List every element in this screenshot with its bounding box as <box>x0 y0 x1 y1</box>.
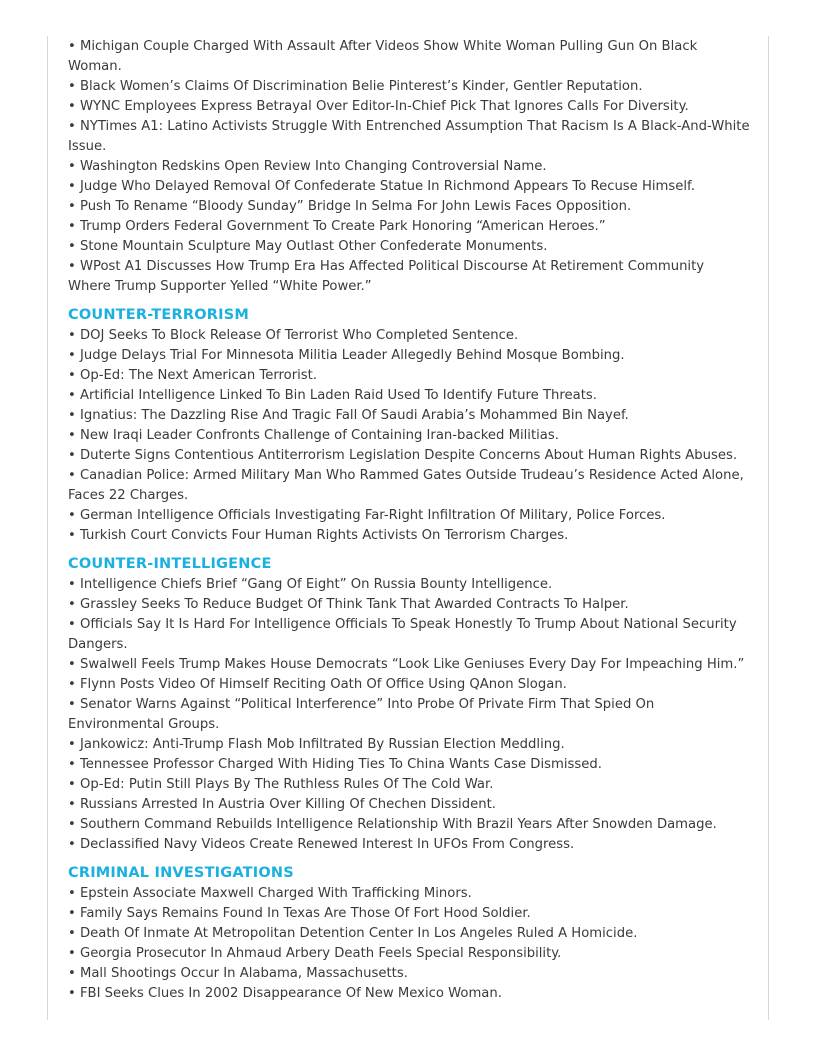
section-heading: CRIMINAL INVESTIGATIONS <box>68 865 294 881</box>
section-heading: COUNTER-INTELLIGENCE <box>68 556 272 572</box>
list-item: • Turkish Court Convicts Four Human Rights Activists On Terrorism Charges. <box>68 528 569 543</box>
list-item: • Family Says Remains Found In Texas Are Those Of Fort Hood Soldier. <box>68 906 531 921</box>
list-item: • New Iraqi Leader Confronts Challenge of Containing Iran-backed Militias. <box>68 428 559 443</box>
news-briefing <box>68 37 750 1004</box>
list-item: • Judge Who Delayed Removal Of Confederate Statue In Richmond Appears To Recuse Himself. <box>68 179 695 194</box>
list-item: • Push To Rename “Bloody Sunday” Bridge In Selma For John Lewis Faces Opposition. <box>68 199 632 214</box>
list-item: • Washington Redskins Open Review Into Changing Controversial Name. <box>68 159 547 174</box>
list-item: • Swalwell Feels Trump Makes House Democrats “Look Like Geniuses Every Day For Impeaching Him.” <box>68 657 745 672</box>
list-item: • Canadian Police: Armed Military Man Who Rammed Gates Outside Trudeau’s Residence Acted Alone, Faces 22 Charges. <box>68 468 744 503</box>
list-item: • WPost A1 Discusses How Trump Era Has Affected Political Discourse At Retirement Community Where Trump Supporter Yelled “White Power.” <box>68 259 705 294</box>
list-item: • NYTimes A1: Latino Activists Struggle With Entrenched Assumption That Racism Is A Black-And-White Issue. <box>68 119 750 154</box>
list-item: • Death Of Inmate At Metropolitan Detention Center In Los Angeles Ruled A Homicide. <box>68 926 638 941</box>
list-item: • Black Women’s Claims Of Discrimination Belie Pinterest’s Kinder, Gentler Reputation. <box>68 79 643 94</box>
list-item: • Mall Shootings Occur In Alabama, Massachusetts. <box>68 966 408 981</box>
list-item: • Grassley Seeks To Reduce Budget Of Think Tank That Awarded Contracts To Halper. <box>68 597 629 612</box>
section-criminal-investigations <box>68 863 750 1004</box>
list-item: • Artificial Intelligence Linked To Bin Laden Raid Used To Identify Future Threats. <box>68 388 597 403</box>
lead-list <box>68 37 750 297</box>
list-item: • Georgia Prosecutor In Ahmaud Arbery Death Feels Special Responsibility. <box>68 946 562 961</box>
list-item: • Southern Command Rebuilds Intelligence Relationship With Brazil Years After Snowden Damage. <box>68 817 717 832</box>
list-item: • Senator Warns Against “Political Interference” Into Probe Of Private Firm That Spied On Environmental Groups. <box>68 697 655 732</box>
list-item: • Officials Say It Is Hard For Intelligence Officials To Speak Honestly To Trump About National Security Dangers. <box>68 617 737 652</box>
list-item: • Flynn Posts Video Of Himself Reciting Oath Of Office Using QAnon Slogan. <box>68 677 567 692</box>
list-item: • Trump Orders Federal Government To Create Park Honoring “American Heroes.” <box>68 219 606 234</box>
list-item: • FBI Seeks Clues In 2002 Disappearance Of New Mexico Woman. <box>68 986 502 1001</box>
list-item: • Op-Ed: The Next American Terrorist. <box>68 368 318 383</box>
list-item: • Op-Ed: Putin Still Plays By The Ruthless Rules Of The Cold War. <box>68 777 494 792</box>
list-item: • Declassified Navy Videos Create Renewed Interest In UFOs From Congress. <box>68 837 575 852</box>
list-item: • German Intelligence Officials Investigating Far-Right Infiltration Of Military, Police Forces. <box>68 508 666 523</box>
list-item: • Duterte Signs Contentious Antiterrorism Legislation Despite Concerns About Human Rights Abuses. <box>68 448 738 463</box>
list-item: • Judge Delays Trial For Minnesota Militia Leader Allegedly Behind Mosque Bombing. <box>68 348 625 363</box>
list-item: • Intelligence Chiefs Brief “Gang Of Eight” On Russia Bounty Intelligence. <box>68 577 553 592</box>
list-item: • Epstein Associate Maxwell Charged With Trafficking Minors. <box>68 886 472 901</box>
list-item: • Stone Mountain Sculpture May Outlast Other Confederate Monuments. <box>68 239 548 254</box>
list-item: • Ignatius: The Dazzling Rise And Tragic Fall Of Saudi Arabia’s Mohammed Bin Nayef. <box>68 408 629 423</box>
list-item: • Jankowicz: Anti-Trump Flash Mob Infiltrated By Russian Election Meddling. <box>68 737 565 752</box>
section-counter-terrorism <box>68 305 750 546</box>
section-heading: COUNTER-TERRORISM <box>68 307 250 323</box>
list-item: • Tennessee Professor Charged With Hiding Ties To China Wants Case Dismissed. <box>68 757 602 772</box>
list-item: • Russians Arrested In Austria Over Killing Of Chechen Dissident. <box>68 797 496 812</box>
list-item: • Michigan Couple Charged With Assault After Videos Show White Woman Pulling Gun On Black Woman. <box>68 39 698 74</box>
section-counter-intelligence <box>68 554 750 855</box>
list-item: • WYNC Employees Express Betrayal Over Editor-In-Chief Pick That Ignores Calls For Diversity. <box>68 99 689 114</box>
list-item: • DOJ Seeks To Block Release Of Terrorist Who Completed Sentence. <box>68 328 519 343</box>
